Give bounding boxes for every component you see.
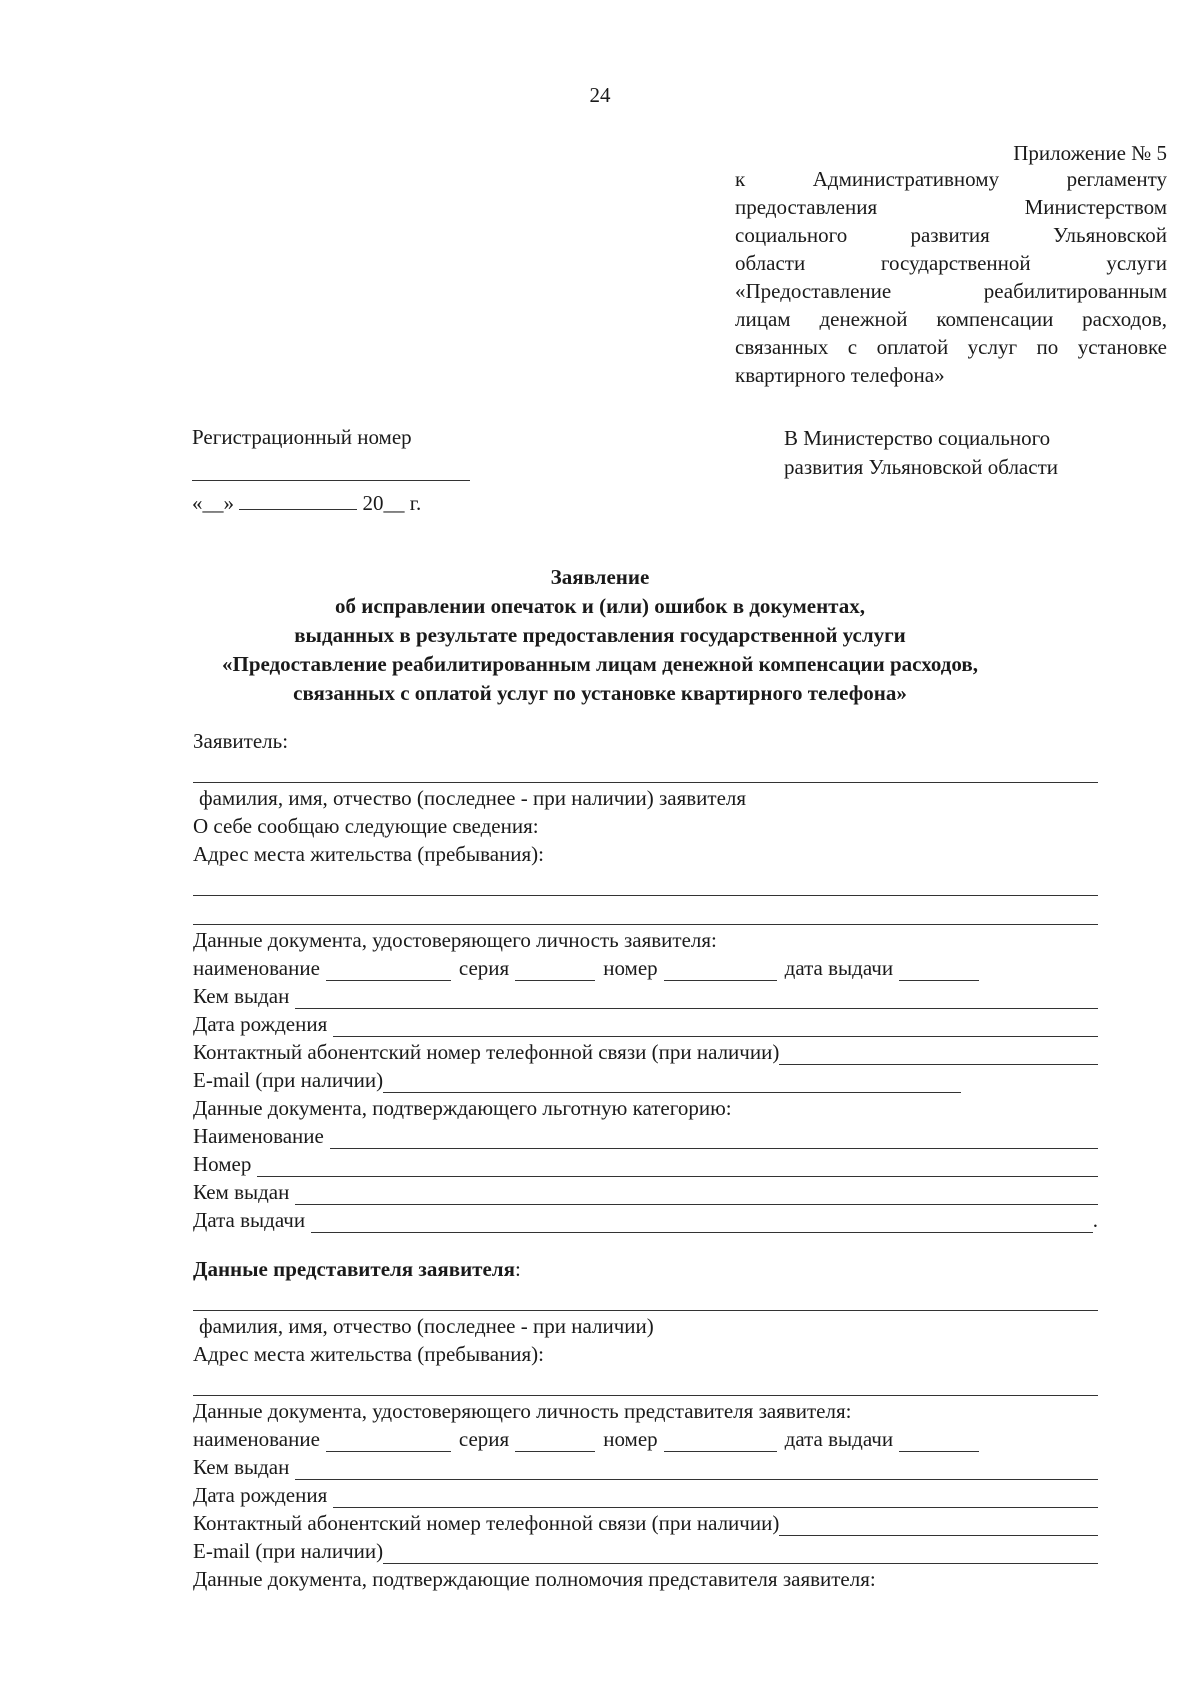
issued-by-label: Кем выдан (193, 984, 290, 1008)
id-issue-date-label: дата выдачи (784, 956, 894, 980)
benefit-number-field[interactable] (257, 1156, 1098, 1177)
heading-line: связанных с оплатой услуг по установке квартирного телефона» (293, 681, 907, 705)
addressee-line: В Министерство социального (784, 426, 1051, 450)
email-label: E-mail (при наличии) (193, 1068, 384, 1092)
applicant-label: Заявитель: (193, 729, 289, 753)
benefit-doc-label: Данные документа, подтверждающего льготную категорию: (193, 1096, 732, 1120)
applicant-label-row (193, 726, 1098, 754)
benefit-issue-date-row (193, 1205, 1098, 1233)
date-day: «__» (192, 491, 234, 515)
appendix-line: предоставления Министерством (735, 195, 1167, 219)
appendix-line: к Административному регламенту (735, 167, 1167, 191)
date-year: 20__ г. (362, 491, 422, 515)
rep-phone-label: Контактный абонентский номер телефонной связи (при наличии) (193, 1511, 780, 1535)
rep-issued-by-field[interactable] (295, 1459, 1098, 1480)
applicant-id-doc-row (193, 953, 1098, 981)
benefit-name-row (193, 1121, 1098, 1149)
benefit-issued-by-field[interactable] (295, 1184, 1098, 1205)
representative-email-row (193, 1536, 1098, 1564)
phone-field[interactable] (779, 1044, 1098, 1065)
rep-id-name-field[interactable] (326, 1431, 451, 1452)
heading-title: Заявление (550, 565, 650, 589)
representative-fio-note: фамилия, имя, отчество (последнее - при наличии) (199, 1314, 654, 1338)
benefit-number-row (193, 1149, 1098, 1177)
representative-fio-field[interactable] (193, 1282, 1098, 1311)
rep-issued-by-label: Кем выдан (193, 1455, 290, 1479)
registration-label: Регистрационный номер (192, 425, 412, 449)
representative-authority-doc-label: Данные документа, подтверждающие полномочия представителя заявителя: (193, 1567, 876, 1591)
benefit-issued-by-row (193, 1177, 1098, 1205)
representative-label-row (193, 1254, 1098, 1282)
benefit-number-label: Номер (193, 1152, 252, 1176)
document-heading (150, 563, 1050, 708)
applicant-section (193, 726, 1098, 1233)
rep-id-name-label: наименование (193, 1427, 320, 1451)
representative-phone-row (193, 1508, 1098, 1536)
applicant-fio-field[interactable] (193, 754, 1098, 783)
appendix-line: области государственной услуги (735, 251, 1167, 275)
representative-colon: : (514, 1257, 521, 1281)
rep-email-field[interactable] (383, 1543, 1098, 1564)
rep-phone-field[interactable] (779, 1515, 1098, 1536)
date-month-field[interactable] (239, 489, 357, 510)
rep-email-label: E-mail (при наличии) (193, 1539, 384, 1563)
appendix-line: социального развития Ульяновской (735, 223, 1167, 247)
benefit-issue-date-label: Дата выдачи (193, 1208, 306, 1232)
applicant-id-doc-label: Данные документа, удостоверяющего личность заявителя: (193, 928, 717, 952)
page-number: 24 (589, 83, 611, 107)
applicant-about: О себе сообщаю следующие сведения: (193, 814, 539, 838)
heading-line: об исправлении опечаток и (или) ошибок в документах, (334, 594, 865, 618)
registration-number-field[interactable] (192, 450, 470, 481)
id-series-field[interactable] (515, 960, 595, 981)
phone-label: Контактный абонентский номер телефонной связи (при наличии) (193, 1040, 780, 1064)
applicant-email-row (193, 1065, 1098, 1093)
rep-id-number-label: номер (603, 1427, 658, 1451)
representative-section (193, 1254, 1098, 1592)
rep-id-issue-date-label: дата выдачи (784, 1427, 894, 1451)
appendix-block (735, 140, 1167, 390)
representative-issued-by-row (193, 1452, 1098, 1480)
id-issue-date-field[interactable] (899, 960, 979, 981)
applicant-phone-row (193, 1037, 1098, 1065)
id-number-label: номер (603, 956, 658, 980)
addressee-line: развития Ульяновской области (784, 455, 1058, 479)
id-name-field[interactable] (326, 960, 451, 981)
birth-date-label: Дата рождения (193, 1012, 328, 1036)
appendix-line: «Предоставление реабилитированным (735, 279, 1167, 303)
appendix-title: Приложение № 5 (1013, 141, 1167, 165)
appendix-line: лицам денежной компенсации расходов, (735, 307, 1167, 331)
issued-by-field[interactable] (295, 988, 1098, 1009)
heading-line: выданных в результате предоставления государственной услуги (294, 623, 906, 647)
benefit-issued-by-label: Кем выдан (193, 1180, 290, 1204)
rep-birth-date-label: Дата рождения (193, 1483, 328, 1507)
birth-date-field[interactable] (333, 1016, 1098, 1037)
applicant-address-field-2[interactable] (193, 896, 1098, 925)
appendix-line: связанных с оплатой услуг по установке (735, 335, 1167, 359)
heading-line: «Предоставление реабилитированным лицам денежной компенсации расходов, (221, 652, 978, 676)
applicant-address-field[interactable] (193, 867, 1098, 896)
benefit-issue-date-field[interactable] (311, 1212, 1093, 1233)
registration-block (192, 424, 492, 516)
applicant-birth-date-row (193, 1009, 1098, 1037)
applicant-address-label: Адрес места жительства (пребывания): (193, 842, 545, 866)
representative-id-doc-row (193, 1424, 1098, 1452)
period: . (1092, 1208, 1098, 1232)
registration-date (192, 489, 492, 516)
id-number-field[interactable] (664, 960, 777, 981)
rep-id-series-field[interactable] (515, 1431, 595, 1452)
appendix-line: квартирного телефона» (735, 363, 945, 387)
representative-id-doc-label: Данные документа, удостоверяющего личность представителя заявителя: (193, 1399, 852, 1423)
representative-label: Данные представителя заявителя (193, 1257, 515, 1281)
rep-id-number-field[interactable] (664, 1431, 777, 1452)
addressee-block (784, 424, 1144, 482)
rep-birth-date-field[interactable] (333, 1487, 1098, 1508)
id-series-label: серия (458, 956, 510, 980)
applicant-issued-by-row (193, 981, 1098, 1009)
benefit-name-field[interactable] (330, 1128, 1098, 1149)
rep-id-issue-date-field[interactable] (899, 1431, 979, 1452)
representative-address-field[interactable] (193, 1367, 1098, 1396)
applicant-fio-note: фамилия, имя, отчество (последнее - при наличии) заявителя (199, 786, 747, 810)
rep-id-series-label: серия (458, 1427, 510, 1451)
id-name-label: наименование (193, 956, 320, 980)
representative-birth-date-row (193, 1480, 1098, 1508)
email-field[interactable] (383, 1072, 961, 1093)
representative-address-label: Адрес места жительства (пребывания): (193, 1342, 545, 1366)
benefit-name-label: Наименование (193, 1124, 324, 1148)
